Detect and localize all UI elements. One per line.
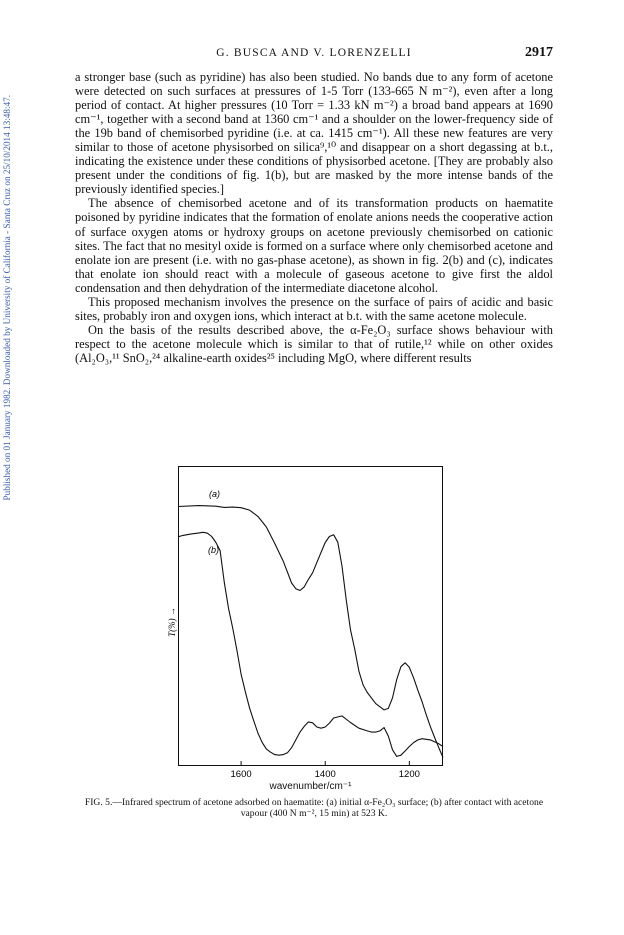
running-head: G. BUSCA AND V. LORENZELLI	[216, 47, 412, 59]
series-line-b	[178, 532, 443, 756]
paragraph: a stronger base (such as pyridine) has also been studied. No bands due to any form of acetone were detected on such surfaces at pressures of 1-5 Torr (133-665 N m⁻²), even after a long period of contact. At higher pressures (10 Torr = 1.33 kN m⁻²) a broad band appears at 1690 cm⁻¹, together with a second band at 1360 cm⁻¹ and a shoulder on the lower-frequency side of the 19b band of chemisorbed pyridine (i.e. at ca. 1415 cm⁻¹). All these new features are very similar to those of acetone physisorbed on silica⁹,¹⁰ and disappear on a short degassing at b.t., indicating the existence under these conditions of physisorbed acetone. [They are probably also present under the conditions of fig. 1(b), but are masked by the more intense bands of the previously identified species.]	[75, 70, 553, 197]
series-label-a: (a)	[209, 489, 220, 499]
paragraph: This proposed mechanism involves the presence on the surface of pairs of acidic and basic sites, probably iron and oxygen ions, which interact at b.t. with the same acetone molecule.	[75, 294, 553, 323]
paragraph: The absence of chemisorbed acetone and of its transformation products on haematite poisoned by pyridine indicates that the formation of enolate anions needs the cooperative action of surface oxygen atoms or hydroxy groups on acetone previously chemisorbed on cationic sites. The fact that no mesityl oxide is formed on a surface where only chemisorbed acetone and enolate ion are present (i.e. with no gas-phase acetone), as shown in fig. 2(b) and (c), indicates that enolate ion should react with a molecule of gaseous acetone to give first the aldol condensation and then dehydration of the intermediate diacetone alcohol.	[75, 196, 553, 295]
download-notice: Published on 01 January 1982. Downloaded by University of California - Santa Cruz on 25/10/2014 13:48:47.	[2, 95, 12, 501]
x-axis-label: wavenumber/cm⁻¹	[269, 781, 352, 792]
figure-caption: FIG. 5.—Infrared spectrum of acetone adsorbed on haematite: (a) initial α-Fe₂O₃ surface; (b) after contact with acetone vapour (400 N m⁻², 15 min) at 523 K.	[84, 797, 544, 820]
page-number: 2917	[525, 45, 553, 60]
series-label-b: (b)	[208, 545, 219, 555]
paragraph: On the basis of the results described above, the α-Fe₂O₃ surface shows behaviour with respect to the acetone molecule which is similar to that of rutile,¹² while on other oxides (Al₂O₃,¹¹ SnO₂,²⁴ alkaline-earth oxides²⁵ including MgO, where different results	[75, 322, 553, 365]
plot-frame	[179, 467, 443, 766]
chart-svg	[167, 466, 443, 780]
x-tick-label: 1400	[314, 769, 336, 780]
y-axis-label: T(%) →	[167, 607, 177, 637]
body-text	[75, 70, 553, 365]
x-tick-label: 1600	[230, 769, 252, 780]
page-header	[75, 45, 553, 65]
series-line-a	[178, 506, 443, 758]
ir-spectrum-figure	[167, 466, 443, 780]
x-tick-label: 1200	[398, 769, 420, 780]
